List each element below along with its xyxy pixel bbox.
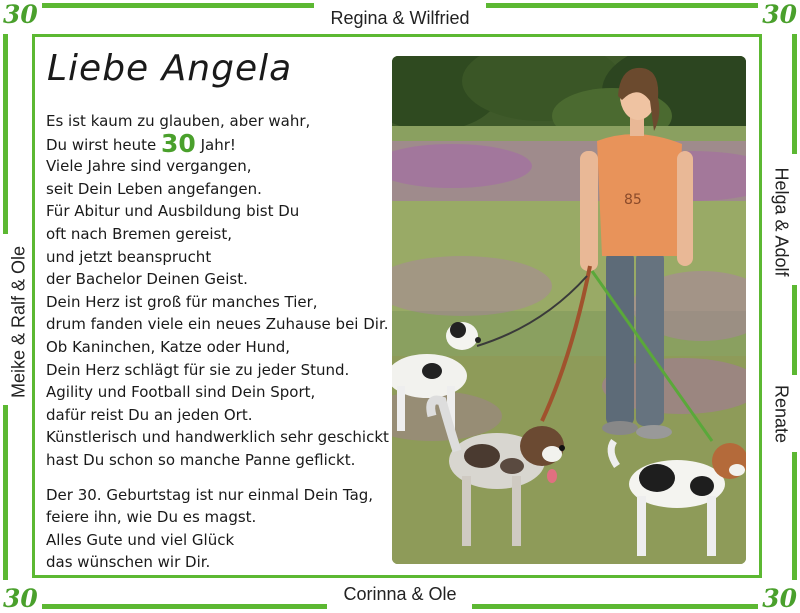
poem-line: Es ist kaum zu glauben, aber wahr, xyxy=(46,112,311,130)
border-bar-right-top xyxy=(792,34,797,154)
sender-name-right-top: Helga & Adolf xyxy=(771,167,792,277)
poem-line-age xyxy=(46,128,396,158)
poem-line: feiere ihn, wie Du es magst. xyxy=(46,508,257,527)
poem-line: Für Abitur und Ausbildung bist Du xyxy=(46,202,300,221)
corner-number-bottom-right: 30 xyxy=(762,584,797,613)
poem-line: Agility und Football sind Dein Sport, xyxy=(46,383,316,402)
photo-illustration xyxy=(392,56,746,564)
corner-number-top-left: 30 xyxy=(3,0,38,29)
poem-line: Dein Herz schlägt für sie zu jeder Stund. xyxy=(46,360,350,379)
poem-line: Ob Kaninchen, Katze oder Hund, xyxy=(46,337,291,356)
age-number: 30 xyxy=(161,128,196,158)
poem-line: Der 30. Geburtstag ist nur einmal Dein Tag, xyxy=(46,485,374,504)
border-bar-left-bottom xyxy=(3,405,8,580)
poem-line: das wünschen wir Dir. xyxy=(46,553,211,572)
corner-number-top-right: 30 xyxy=(762,0,797,29)
poem-line: oft nach Bremen gereist, xyxy=(46,224,232,243)
poem-line-age-suffix: Jahr! xyxy=(195,135,236,154)
poem-line: Dein Herz ist groß für manches Tier, xyxy=(46,292,318,311)
poem-line: der Bachelor Deinen Geist. xyxy=(46,270,248,289)
sender-name-top: Regina & Wilfried xyxy=(330,8,470,28)
border-bar-left-top xyxy=(3,34,8,234)
sender-name-bottom: Corinna & Ole xyxy=(343,584,457,604)
poem-line: drum fanden viele ein neues Zuhause bei Dir. xyxy=(46,315,389,334)
poem-line: Alles Gute und viel Glück xyxy=(46,530,235,549)
poem-line: hast Du schon so manche Panne geflickt. xyxy=(46,450,356,469)
poem-line: dafür reist Du an jeden Ort. xyxy=(46,405,253,424)
shirt-print: 85 xyxy=(624,192,642,208)
poem-line-age-prefix: Du wirst heute xyxy=(46,135,162,154)
poem-text xyxy=(46,110,396,574)
poem-line: und jetzt beansprucht xyxy=(46,247,212,266)
greeting-heading: Liebe Angela xyxy=(47,48,293,89)
border-bar-right-middle xyxy=(792,285,797,375)
sender-name-right-bottom: Renate xyxy=(771,384,792,444)
poem-line: seit Dein Leben angefangen. xyxy=(46,179,262,198)
sender-name-left: Meike & Ralf & Ole xyxy=(8,245,29,399)
poem-line: Viele Jahre sind vergangen, xyxy=(46,157,252,176)
poem-line: Künstlerisch und handwerklich sehr geschickt xyxy=(46,428,389,447)
stanza-gap xyxy=(46,472,396,484)
photo-woman-with-dogs xyxy=(392,56,746,564)
border-bar-right-bottom xyxy=(792,452,797,580)
corner-number-bottom-left: 30 xyxy=(3,584,38,613)
